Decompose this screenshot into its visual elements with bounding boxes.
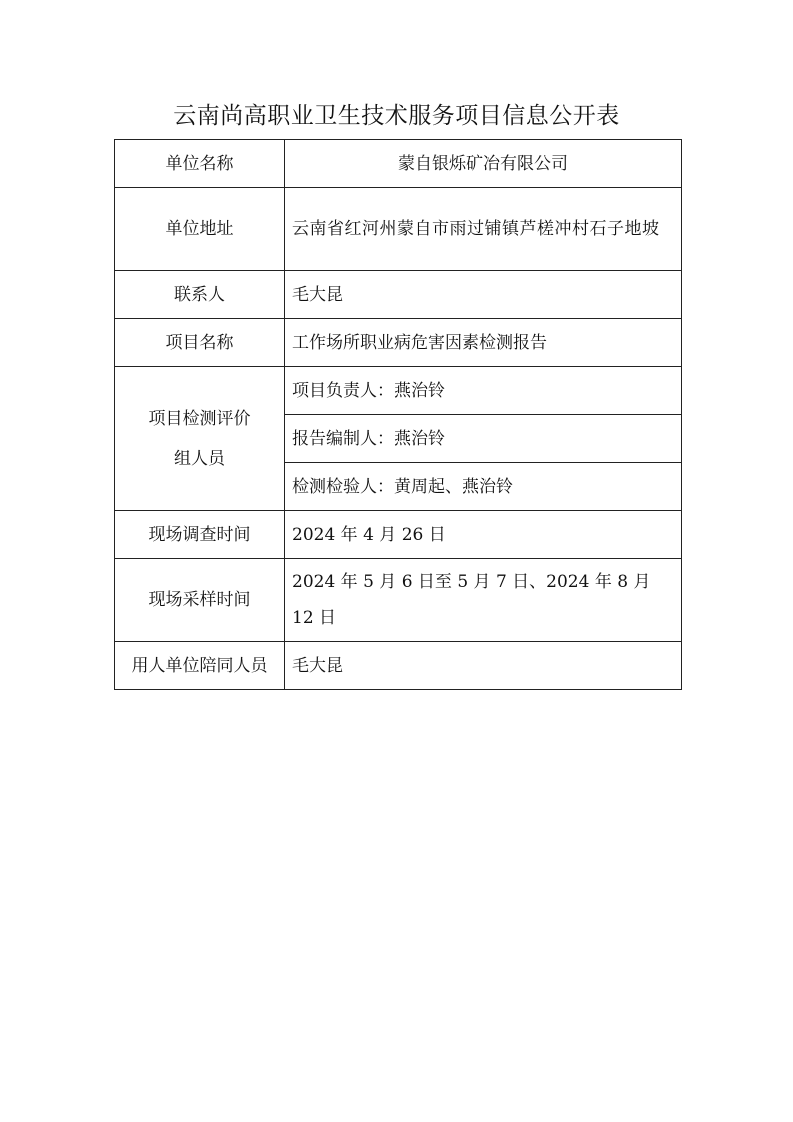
label-contact: 联系人 [115, 271, 285, 319]
value-unit-address [285, 188, 682, 271]
row-unit-address [115, 188, 682, 271]
value-contact: 毛大昆 [285, 271, 682, 319]
info-table [114, 139, 682, 690]
label-project-name: 项目名称 [115, 319, 285, 367]
value-sampling-time-text: 2024 年 5 月 6 日至 5 月 7 日、2024 年 8 月 12 日 [292, 572, 651, 628]
label-survey-time: 现场调查时间 [115, 511, 285, 559]
row-survey-time [115, 511, 682, 559]
value-survey-time: 2024 年 4 月 26 日 [285, 511, 682, 559]
value-project-name: 工作场所职业病危害因素检测报告 [285, 319, 682, 367]
label-unit-address: 单位地址 [115, 188, 285, 271]
value-team-inspector: 检测检验人：黄周起、燕治铃 [285, 463, 682, 511]
label-team [115, 367, 285, 511]
row-sampling-time [115, 559, 682, 642]
value-accompany: 毛大昆 [285, 642, 682, 690]
value-unit-name: 蒙自银烁矿冶有限公司 [285, 140, 682, 188]
value-unit-address-text: 云南省红河州蒙自市雨过铺镇芦槎冲村石子地坡 [292, 219, 660, 239]
value-team-leader: 项目负责人：燕治铃 [285, 367, 682, 415]
label-sampling-time: 现场采样时间 [115, 559, 285, 642]
row-contact [115, 271, 682, 319]
row-project-name [115, 319, 682, 367]
label-team-line2: 组人员 [174, 448, 225, 469]
value-team-writer: 报告编制人：燕治铃 [285, 415, 682, 463]
row-unit-name [115, 140, 682, 188]
value-sampling-time [285, 559, 682, 642]
label-accompany: 用人单位陪同人员 [115, 642, 285, 690]
label-unit-name: 单位名称 [115, 140, 285, 188]
document-title: 云南尚高职业卫生技术服务项目信息公开表 [173, 103, 620, 129]
row-team-1 [115, 367, 682, 415]
label-team-line1: 项目检测评价 [148, 408, 251, 429]
row-accompany [115, 642, 682, 690]
